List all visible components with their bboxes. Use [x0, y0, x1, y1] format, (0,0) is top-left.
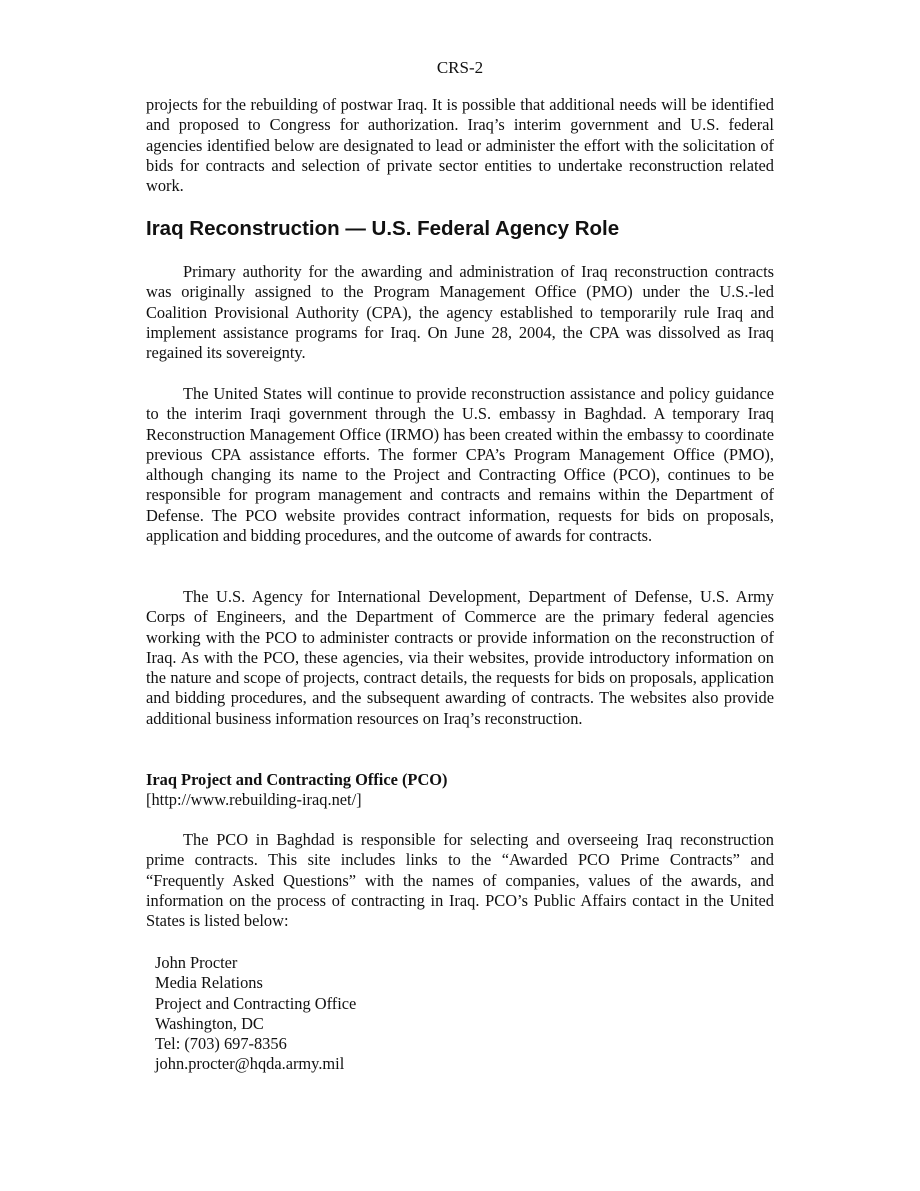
contact-block: [155, 953, 356, 1075]
paragraph-us-assistance: The United States will continue to provide reconstruction assistance and policy guidance to the interim Iraqi government through the U.S. embassy in Baghdad. A temporary Iraq Reconstruction Management Office (IRMO) has been created within the embassy to coordinate previous CPA assistance efforts. The former CPA’s Program Management Office (PMO), although changing its name to the Project and Contracting Office (PCO), continues to be responsible for program management and contracts and remains within the Department of Defense. The PCO website provides contract information, requests for bids on proposals, application and bidding procedures, and the outcome of awards for contracts.: [146, 384, 774, 546]
intro-paragraph: projects for the rebuilding of postwar Iraq. It is possible that additional needs will be identified and proposed to Congress for authorization. Iraq’s interim government and U.S. federal agencies identified below are designated to lead or administer the effort with the solicitation of bids for contracts and selection of private sector entities to undertake reconstruction related work.: [146, 95, 774, 196]
contact-location: Washington, DC: [155, 1013, 264, 1033]
contact-office: Project and Contracting Office: [155, 993, 357, 1013]
contact-phone: Tel: (703) 697-8356: [155, 1034, 287, 1054]
page-number: CRS-2: [436, 58, 484, 77]
pco-heading: Iraq Project and Contracting Office (PCO): [146, 770, 448, 789]
contact-title: Media Relations: [155, 973, 263, 993]
paragraph-pco: The PCO in Baghdad is responsible for selecting and overseeing Iraq reconstruction prime contracts. This site includes links to the “Awarded PCO Prime Contracts” and “Frequently Asked Questions” with the names of companies, values of the awards, and information on the process of contracting in Iraq. PCO’s Public Affairs contact in the United States is listed below:: [146, 830, 774, 931]
paragraph-federal-agencies: The U.S. Agency for International Development, Department of Defense, U.S. Army Corps of Engineers, and the Department of Commerce are the primary federal agencies working with the PCO to administer contracts or provide information on the reconstruction of Iraq. As with the PCO, these agencies, via their websites, provide introductory information on the nature and scope of projects, contract details, the requests for bids on proposals, application and bidding procedures, and the subsequent awarding of contracts. The websites also provide additional business information resources on Iraq’s reconstruction.: [146, 587, 774, 728]
paragraph-primary-authority: Primary authority for the awarding and administration of Iraq reconstruction contracts was originally assigned to the Program Management Office (PMO) under the U.S.-led Coalition Provisional Authority (CPA), the agency established to temporarily rule Iraq and implement assistance programs for Iraq. On June 28, 2004, the CPA was dissolved as Iraq regained its sovereignty.: [146, 262, 774, 363]
section-heading: Iraq Reconstruction — U.S. Federal Agency Role: [146, 217, 620, 240]
pco-url: [http://www.rebuilding-iraq.net/]: [146, 790, 362, 809]
contact-name: John Procter: [155, 953, 238, 972]
contact-email: john.procter@hqda.army.mil: [155, 1054, 345, 1074]
